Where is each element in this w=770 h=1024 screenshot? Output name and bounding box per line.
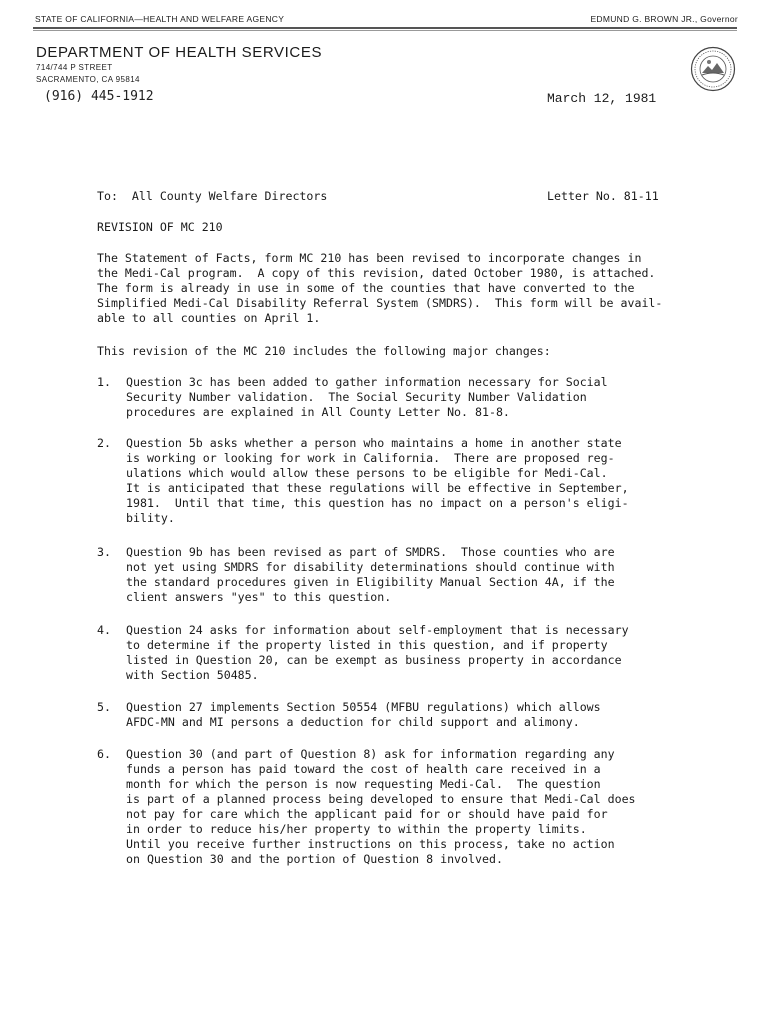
intro-line: the Medi-Cal program. A copy of this revision, dated October 1980, is attached. (97, 266, 656, 280)
city-address: SACRAMENTO, CA 95814 (36, 75, 140, 84)
item-number: 1. (97, 375, 111, 389)
item-line: Until you receive further instructions on this process, take no action (126, 837, 615, 851)
department-name: DEPARTMENT OF HEALTH SERVICES (36, 44, 323, 61)
item-line: in order to reduce his/her property to within the property limits. (126, 822, 587, 836)
item-number: 3. (97, 545, 111, 559)
letter-date: March 12, 1981 (547, 91, 657, 106)
changes-intro: This revision of the MC 210 includes the following major changes: (97, 344, 551, 358)
item-line: not pay for care which the applicant paid for or should have paid for (126, 807, 608, 821)
item-line: not yet using SMDRS for disability determinations should continue with (126, 560, 615, 574)
governor-header: EDMUND G. BROWN JR., Governor (590, 14, 738, 24)
item-line: with Section 50485. (126, 668, 259, 682)
item-line: Question 9b has been revised as part of SMDRS. Those counties who are (126, 545, 615, 559)
item-line: ulations which would allow these persons to be eligible for Medi-Cal. (126, 466, 608, 480)
state-seal-icon (690, 46, 736, 92)
item-line: listed in Question 20, can be exempt as business property in accordance (126, 653, 622, 667)
item-line: is working or looking for work in California. There are proposed reg- (126, 451, 615, 465)
header-rule-thin (33, 30, 737, 31)
item-line: is part of a planned process being developed to ensure that Medi-Cal does (126, 792, 636, 806)
item-line: 1981. Until that time, this question has no impact on a person's eligi- (126, 496, 629, 510)
item-line: Question 24 asks for information about self-employment that is necessary (126, 623, 629, 637)
item-number: 5. (97, 700, 111, 714)
agency-header: STATE OF CALIFORNIA—HEALTH AND WELFARE AGENCY (35, 14, 285, 24)
item-line: It is anticipated that these regulations will be effective in September, (126, 481, 629, 495)
item-line: AFDC-MN and MI persons a deduction for child support and alimony. (126, 715, 580, 729)
subject-line: REVISION OF MC 210 (97, 220, 223, 234)
item-number: 2. (97, 436, 111, 450)
intro-line: Simplified Medi-Cal Disability Referral System (SMDRS). This form will be avail- (97, 296, 663, 310)
item-line: the standard procedures given in Eligibility Manual Section 4A, if the (126, 575, 615, 589)
item-line: to determine if the property listed in this question, and if property (126, 638, 608, 652)
intro-line: able to all counties on April 1. (97, 311, 321, 325)
phone-number: (916) 445-1912 (44, 89, 154, 104)
item-line: Question 27 implements Section 50554 (MFBU regulations) which allows (126, 700, 601, 714)
item-line: Question 5b asks whether a person who maintains a home in another state (126, 436, 622, 450)
item-line: Security Number validation. The Social Security Number Validation (126, 390, 587, 404)
item-number: 6. (97, 747, 111, 761)
intro-line: The Statement of Facts, form MC 210 has been revised to incorporate changes in (97, 251, 642, 265)
item-line: Question 30 (and part of Question 8) ask for information regarding any (126, 747, 615, 761)
item-line: procedures are explained in All County Letter No. 81-8. (126, 405, 510, 419)
street-address: 714/744 P STREET (36, 63, 113, 72)
item-line: on Question 30 and the portion of Question 8 involved. (126, 852, 503, 866)
intro-line: The form is already in use in some of the counties that have converted to the (97, 281, 635, 295)
item-line: month for which the person is now requesting Medi-Cal. The question (126, 777, 601, 791)
to-line: To: All County Welfare Directors (97, 189, 328, 203)
header-rule (33, 27, 737, 29)
item-line: Question 3c has been added to gather information necessary for Social (126, 375, 608, 389)
item-line: funds a person has paid toward the cost of health care received in a (126, 762, 601, 776)
letter-number: Letter No. 81-11 (547, 189, 659, 203)
item-line: bility. (126, 511, 175, 525)
item-number: 4. (97, 623, 111, 637)
item-line: client answers "yes" to this question. (126, 590, 392, 604)
